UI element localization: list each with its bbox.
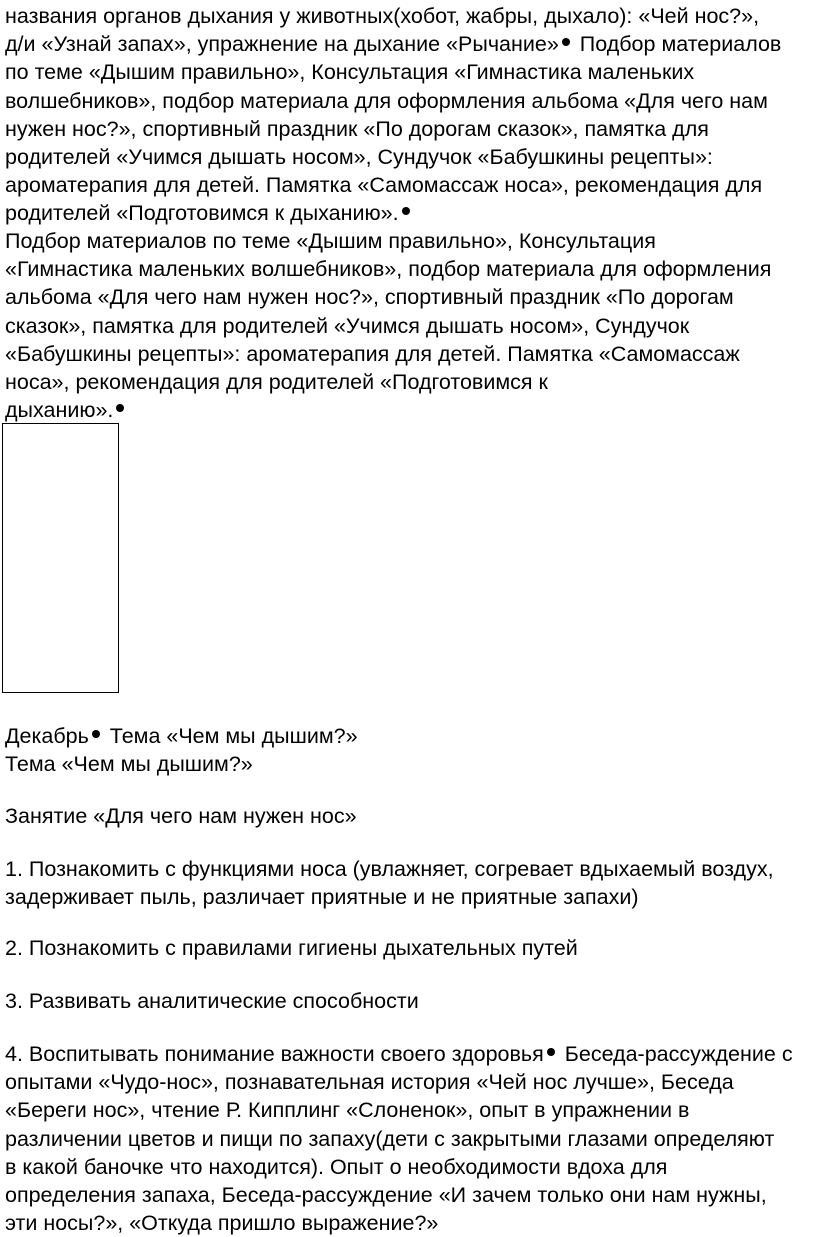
goal-4-activities: Беседа-рассуждение с опытами «Чудо-нос», познавательная история «Чей нос лучше», Беседа «Береги нос», чтение Р. Кипплинг «Слоненок», опыт в упражнении в различении цветов и пищи по запаху(дети с закрытыми глазами определяют в какой баночке что находится). Опыт о необходимости вдоха для определения запаха, Беседа-рассуждение «И зачем только они нам нужны, эти носы?», «Откуда пришло выражение?»	[5, 1042, 793, 1236]
bullet-icon	[547, 1048, 555, 1056]
goal-1: 1. Познакомить с функциями носа (увлажняет, согревает вдыхаемый воздух, задерживает пыль, различает приятные и не приятные запахи)	[5, 857, 774, 910]
month-label: Декабрь	[5, 724, 89, 748]
topic-line: Тема «Чем мы дышим?»	[5, 752, 253, 776]
paragraph-materials-text: Подбор материалов по теме «Дышим правильно», Консультация «Гимнастика маленьких волшебников», подбор материала для оформления альбома «Для чего нам нужен нос?», спортивный праздник «По дорогам сказок», памятка для родителей «Учимся дышать носом», Сундучок «Бабушкины рецепты»: ароматерапия для детей. Памятка «Самомассаж носа», рекомендация для родителей «Подготовимся к дыханию».	[5, 229, 772, 423]
paragraph-activities-intro	[5, 2, 781, 228]
goal-2: 2. Познакомить с правилами гигиены дыхательных путей	[5, 936, 578, 960]
goal-4-and-activities	[5, 1040, 793, 1237]
lesson-title: Занятие «Для чего нам нужен нос»	[5, 804, 357, 828]
empty-table-cell-frame	[2, 423, 119, 693]
goal-4-text: 4. Воспитывать понимание важности своего здоровья	[5, 1042, 544, 1066]
paragraph-activities-text: названия органов дыхания у животных(хобот, жабры, дыхало): «Чей нос?», д/и «Узнай запах», упражнение на дыхание «Рычание»	[5, 4, 760, 57]
month-heading	[5, 722, 358, 750]
bullet-icon	[92, 730, 100, 738]
bullet-icon	[402, 207, 410, 215]
paragraph-activities-continuation: Подбор материалов по теме «Дышим правильно», Консультация «Гимнастика маленьких волшебников», подбор материала для оформления альбома «Для чего нам нужен нос?», спортивный праздник «По дорогам сказок», памятка для родителей «Учимся дышать носом», Сундучок «Бабушкины рецепты»: ароматерапия для детей. Памятка «Самомассаж носа», рекомендация для родителей «Подготовимся к дыханию».	[5, 32, 782, 226]
bullet-icon	[116, 404, 124, 412]
month-topic: Тема «Чем мы дышим?»	[103, 724, 358, 748]
goal-3: 3. Развивать аналитические способности	[5, 989, 419, 1013]
paragraph-materials-repeat	[5, 227, 771, 424]
bullet-icon	[562, 38, 570, 46]
